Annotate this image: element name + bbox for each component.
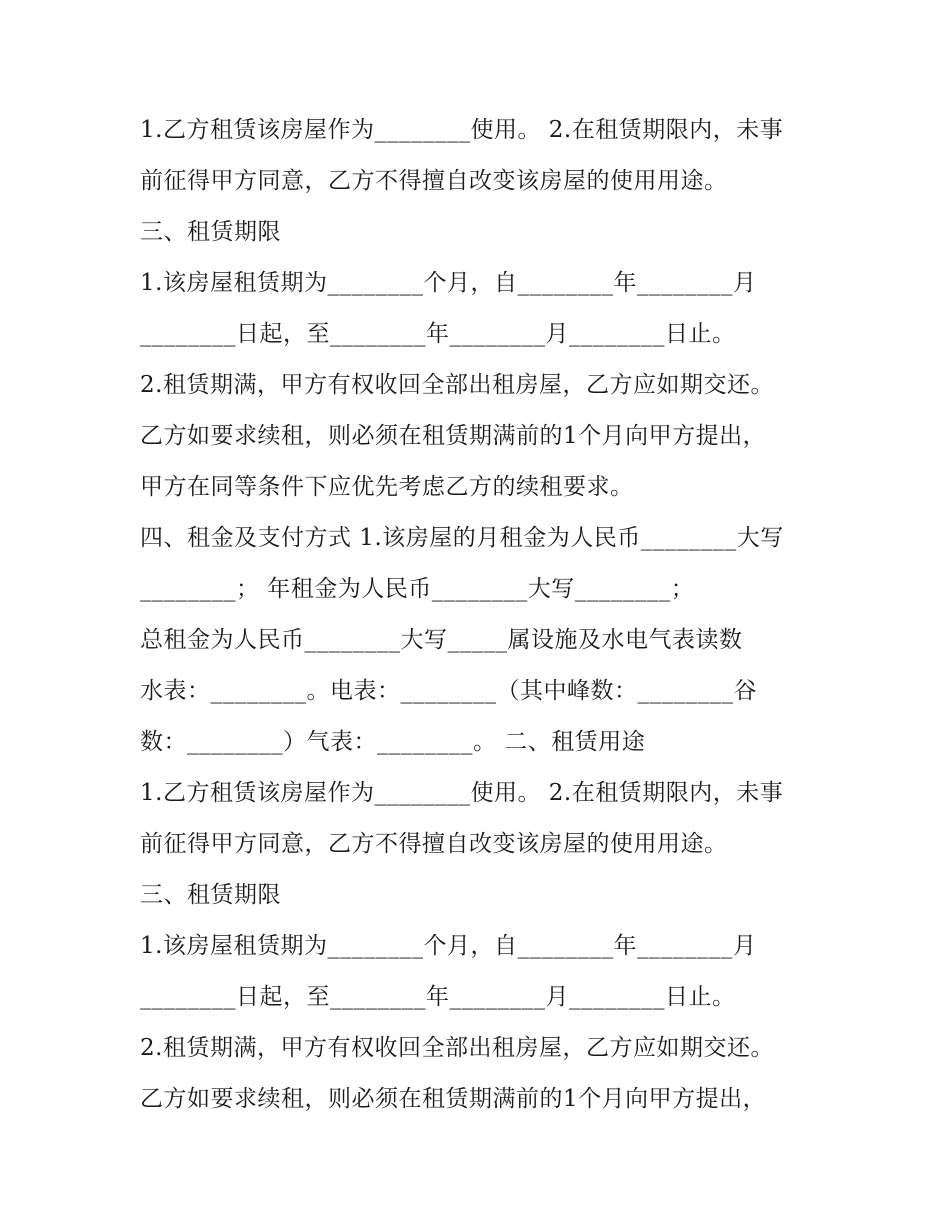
text-line: 2.租赁期满，甲方有权收回全部出租房屋，乙方应如期交还。 [140, 372, 774, 398]
text-line: 前征得甲方同意，乙方不得擅自改变该房屋的使用用途。 [140, 831, 728, 857]
text-line: 总租金为人民币________大写_____属设施及水电气表读数 [140, 627, 743, 653]
text-line: ________日起，至________年________月________日止。 [140, 321, 736, 347]
section-heading: 三、租赁期限 [140, 219, 281, 245]
text-line: ________； 年租金为人民币________大写________； [140, 576, 695, 602]
text-line: 前征得甲方同意，乙方不得擅自改变该房屋的使用用途。 [140, 168, 728, 194]
contract-body [140, 105, 820, 1125]
text-line: 1.乙方租赁该房屋作为________使用。 2.在租赁期限内，未事 [140, 117, 784, 143]
text-line: 水表：________。电表：________（其中峰数：________谷 [140, 678, 757, 704]
text-line: 1.该房屋租赁期为________个月，自________年________月 [140, 270, 757, 296]
text-line: 乙方如要求续租，则必须在租赁期满前的1个月向甲方提出， [140, 1086, 767, 1112]
text-line: 数：________）气表：________。 二、租赁用途 [140, 729, 646, 755]
section-heading: 三、租赁期限 [140, 882, 281, 908]
text-line: 四、租金及支付方式 1.该房屋的月租金为人民币________大写 [140, 525, 784, 551]
text-line: 甲方在同等条件下应优先考虑乙方的续租要求。 [140, 474, 634, 500]
text-line: 1.乙方租赁该房屋作为________使用。 2.在租赁期限内，未事 [140, 780, 784, 806]
text-line: 乙方如要求续租，则必须在租赁期满前的1个月向甲方提出， [140, 423, 767, 449]
text-line: 1.该房屋租赁期为________个月，自________年________月 [140, 933, 757, 959]
text-line: ________日起，至________年________月________日止。 [140, 984, 736, 1010]
text-line: 2.租赁期满，甲方有权收回全部出租房屋，乙方应如期交还。 [140, 1035, 774, 1061]
